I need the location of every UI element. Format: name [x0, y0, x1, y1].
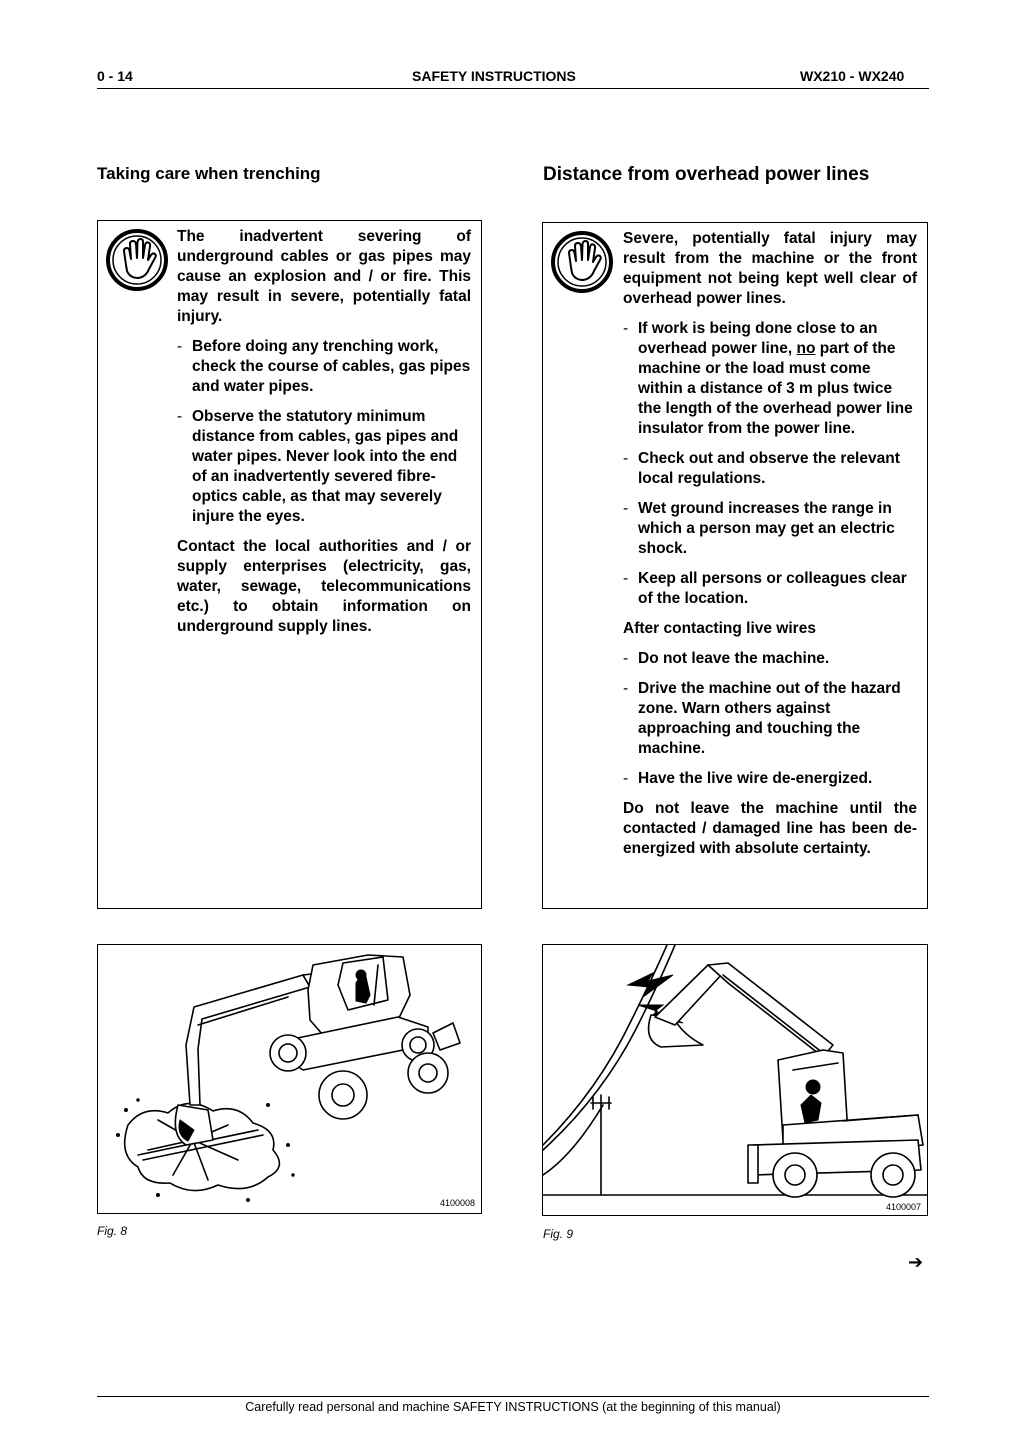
list-item: - Before doing any trenching work, check the course of cables, gas pipes and water pipes.: [177, 338, 471, 395]
power-lines-warning-box: [542, 222, 928, 909]
excavator-trenching-illustration: [98, 945, 481, 1213]
figure-8-caption: Fig. 8: [97, 1224, 128, 1238]
live-wires-list: [623, 649, 917, 789]
section-title: SAFETY INSTRUCTIONS: [412, 68, 576, 84]
power-lines-text: [623, 229, 917, 869]
list-item: - Do not leave the machine.: [623, 650, 830, 667]
trenching-intro: The inadvertent severing of underground cables or gas pipes may cause an explosion and / or fire. This may result in severe, potentially fatal injury.: [177, 228, 471, 325]
figure-9-caption: Fig. 9: [543, 1227, 574, 1241]
power-lines-closing: Do not leave the machine until the contacted / damaged line has been de-energized with absolute certainty.: [623, 800, 917, 857]
trenching-closing: Contact the local authorities and / or supply enterprises (electricity, gas, water, sewage, telecommunications etc.) to obtain information on underground supply lines.: [177, 538, 471, 635]
page-number: 0 - 14: [97, 68, 133, 84]
trenching-text: [177, 227, 471, 647]
power-lines-list: [623, 319, 917, 609]
figure-9-frame: [542, 944, 928, 1216]
power-lines-intro: Severe, potentially fatal injury may result from the machine or the front equipment not being kept well clear of overhead power lines.: [623, 230, 917, 307]
footer-rule: [97, 1396, 929, 1397]
list-item: - Check out and observe the relevant local regulations.: [623, 450, 900, 487]
trenching-list: [177, 337, 471, 527]
list-item: - Keep all persons or colleagues clear of the location.: [623, 570, 907, 607]
live-wires-subheading: After contacting live wires: [623, 620, 816, 637]
trenching-heading: Taking care when trenching: [97, 164, 321, 183]
power-lines-heading: Distance from overhead power lines: [543, 164, 870, 185]
hand-stop-icon: [551, 231, 613, 293]
trenching-warning-box: [97, 220, 482, 909]
list-item: - Observe the statutory minimum distance from cables, gas pipes and water pipes. Never look into the end of an inadvertently severed fibre-optics cable, as that may severely injure the eyes.: [177, 408, 459, 525]
list-item: - If work is being done close to an overhead power line, no part of the machine or the load must come within a distance of 3 m plus twice the length of the overhead power line insulator from the power line.: [623, 320, 913, 437]
model-number: WX210 - WX240: [800, 68, 905, 84]
arrow-right-icon: ➔: [908, 1252, 924, 1272]
figure-8-frame: [97, 944, 482, 1214]
footer-note: Carefully read personal and machine SAFETY INSTRUCTIONS (at the beginning of this manual): [245, 1400, 781, 1414]
figure-8-id: 4100008: [439, 1198, 475, 1208]
hand-stop-icon: [106, 229, 168, 291]
figure-9-id: 4100007: [885, 1202, 921, 1212]
header-rule: [97, 88, 929, 89]
list-item: - Drive the machine out of the hazard zone. Warn others against approaching and touching the machine.: [623, 680, 901, 757]
excavator-power-line-illustration: [543, 945, 927, 1215]
list-item: - Wet ground increases the range in which a person may get an electric shock.: [623, 500, 895, 557]
list-item: - Have the live wire de-energized.: [623, 770, 873, 787]
